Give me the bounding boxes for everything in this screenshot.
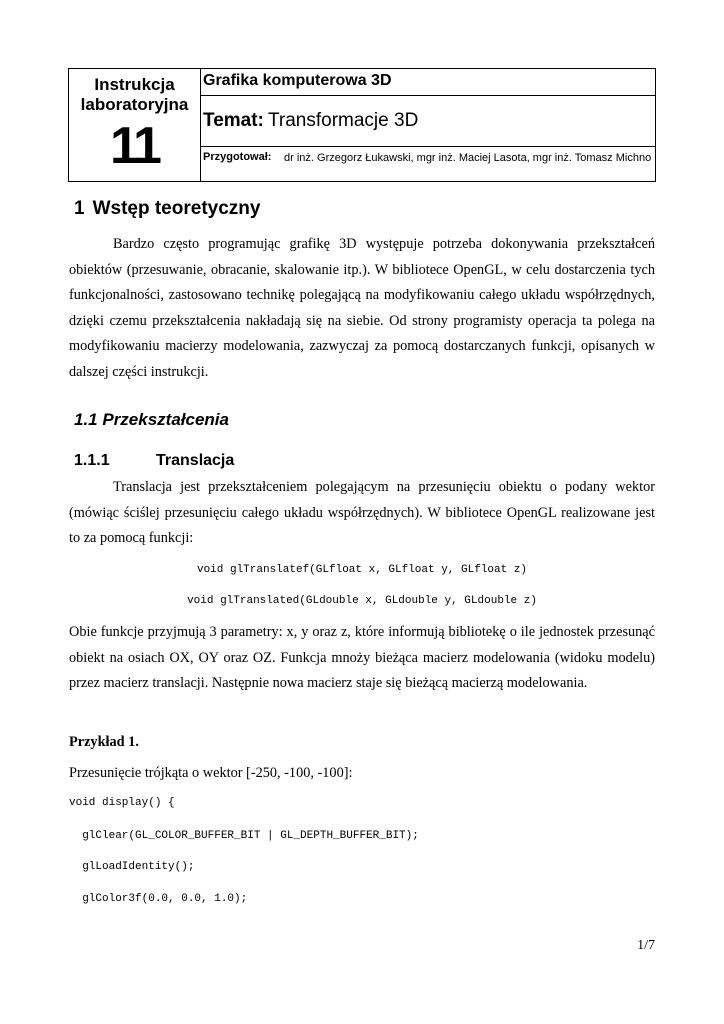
course-row bbox=[200, 69, 655, 96]
topic-value: Transformacje 3D bbox=[268, 110, 419, 131]
subsubsection-number: 1.1.1 bbox=[74, 452, 110, 469]
subsection-heading: 1.1 Przekształcenia bbox=[74, 410, 229, 429]
course-title: Grafika komputerowa 3D bbox=[203, 72, 392, 89]
page-number: 1/7 bbox=[637, 938, 655, 953]
topic-label: Temat: bbox=[203, 110, 264, 131]
translation-paragraph: Translacja jest przekształceniem polegającym na przesunięciu obiektu o podany wektor (mówiąc ściślej przesunięciu całego układu współrzędnych). W bibliotece OpenGL realizowane jest to za pomocą funkcji: bbox=[69, 479, 655, 547]
intro-paragraph: Bardzo często programując grafikę 3D występuje potrzeba dokonywania przekształceń obiektów (przesuwanie, obracanie, skalowanie itp.). W bibliotece OpenGL, w celu dostarczenia tych funkcjonalności, zastosowano technikę polegającą na modyfikowaniu całego układu współrzędnych, dzięki czemu przekształcenia nakładają się na siebie. Od strony programisty operacja ta polega na modyfikowaniu macierzy modelowania, zazwyczaj za pomocą dostarczanych funkcji, opisanych w dalszej części instrukcji. bbox=[69, 236, 655, 380]
authors-row bbox=[200, 147, 655, 181]
section-number: 1 bbox=[74, 198, 85, 219]
subsubsection-title: Translacja bbox=[156, 452, 235, 469]
subsubsection-heading bbox=[74, 452, 235, 470]
lab-label-line1: Instrukcja bbox=[94, 75, 175, 94]
code-line: glLoadIdentity(); bbox=[69, 861, 195, 873]
lab-number: 11 bbox=[110, 117, 159, 175]
code-line: void display() { bbox=[69, 797, 175, 809]
lab-number-cell bbox=[69, 69, 201, 181]
code-gltranslatef: void glTranslatef(GLfloat x, GLfloat y, GLfloat z) bbox=[196, 564, 528, 576]
parameters-paragraph: Obie funkcje przyjmują 3 parametry: x, y oraz z, które informują bibliotekę o ile jednostek przesunąć obiekt na osiach OX, OY oraz OZ. Funkcja mnoży bieżąca macierz modelowania (widoku modelu) przez macierz translacji. Następnie nowa macierz staje się bieżącą macierzą modelowania. bbox=[69, 624, 655, 692]
header-table bbox=[68, 68, 656, 182]
lab-label-line2: laboratoryjna bbox=[80, 95, 189, 114]
topic-row bbox=[200, 96, 655, 147]
prepared-value: dr inż. Grzegorz Łukawski, mgr inż. Maciej Lasota, mgr inż. Tomasz Michno bbox=[284, 152, 652, 164]
section-heading-1 bbox=[74, 198, 260, 220]
example-label: Przykład 1. bbox=[69, 734, 139, 750]
code-gltranslated: void glTranslated(GLdouble x, GLdouble y, GLdouble z) bbox=[187, 595, 537, 607]
prepared-label: Przygotował: bbox=[203, 151, 272, 163]
example-description: Przesunięcie trójkąta o wektor [-250, -100, -100]: bbox=[69, 765, 353, 781]
section-title: Wstęp teoretyczny bbox=[92, 198, 261, 219]
code-line: glColor3f(0.0, 0.0, 1.0); bbox=[69, 893, 248, 905]
code-line: glClear(GL_COLOR_BUFFER_BIT | GL_DEPTH_BUFFER_BIT); bbox=[69, 830, 419, 842]
header-info bbox=[200, 69, 655, 181]
